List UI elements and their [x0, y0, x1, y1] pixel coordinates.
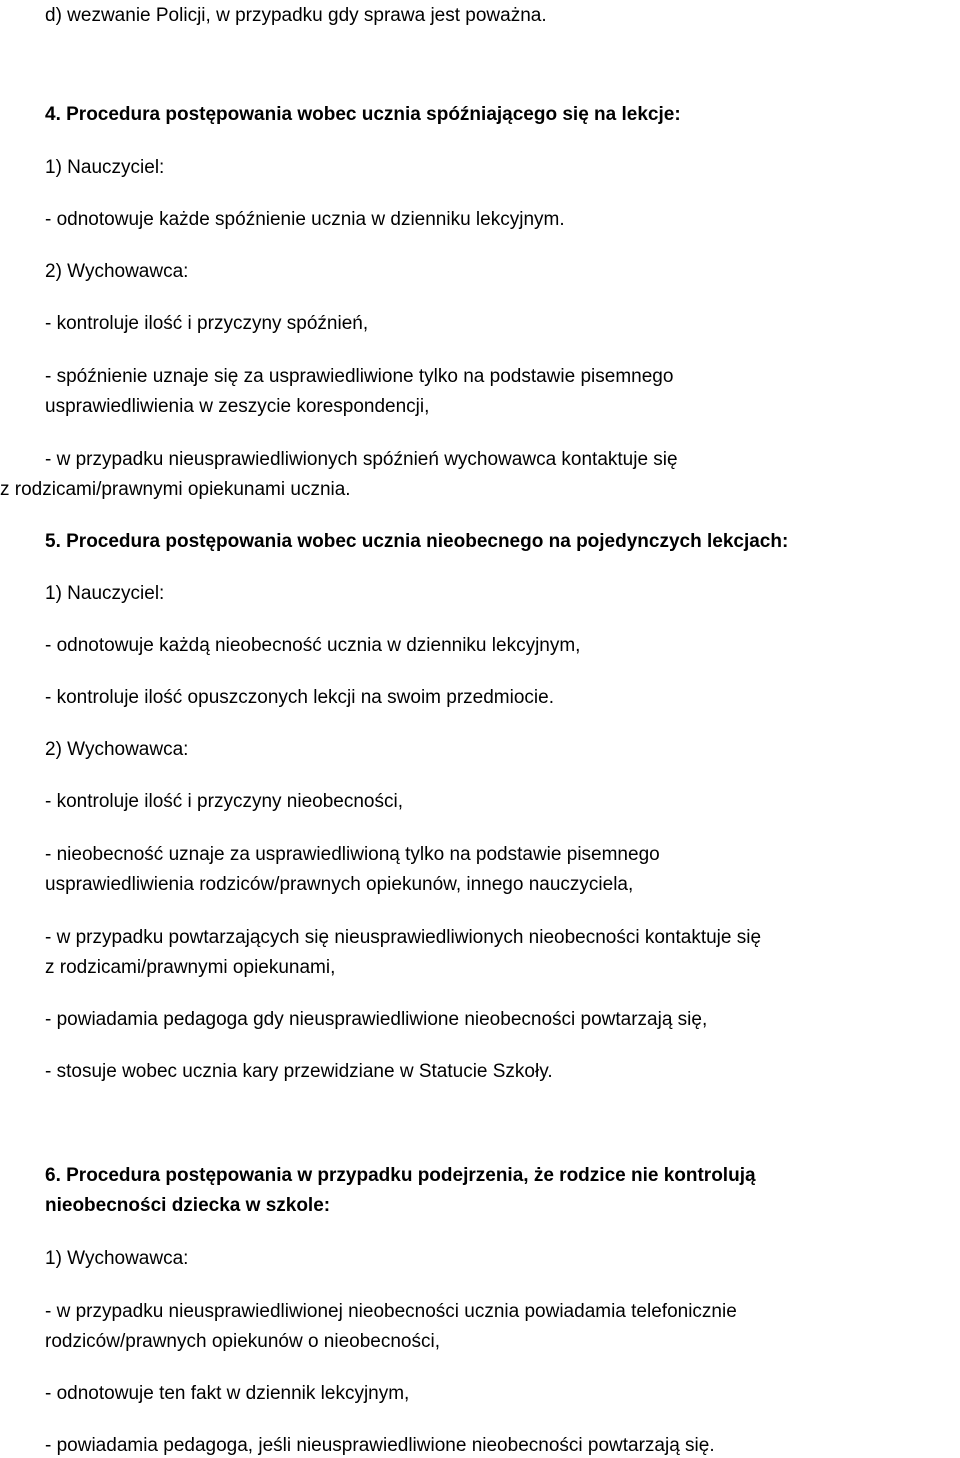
section-6-heading-line-2: nieobecności dziecka w szkole:: [45, 1195, 331, 1216]
section-6-tutor-item-3: - powiadamia pedagoga, jeśli nieusprawiedliwione nieobecności powtarzają się.: [45, 1435, 715, 1456]
section-4-tutor-item-3-line-2: z rodzicami/prawnymi opiekunami ucznia.: [0, 479, 351, 500]
section-4-tutor-item-3-line-1: - w przypadku nieusprawiedliwionych spóźnień wychowawca kontaktuje się: [45, 449, 678, 470]
section-4-tutor-item-2-line-2: usprawiedliwienia w zeszycie korespondencji,: [45, 396, 430, 417]
section-5-tutor-label: 2) Wychowawca:: [45, 739, 189, 760]
section-5-tutor-item-3-line-2: z rodzicami/prawnymi opiekunami,: [45, 957, 336, 978]
section-4-tutor-label: 2) Wychowawca:: [45, 261, 189, 282]
section-6-tutor-item-1-line-1: - w przypadku nieusprawiedliwionej nieobecności ucznia powiadamia telefonicznie: [45, 1301, 737, 1322]
section-5-tutor-item-1: - kontroluje ilość i przyczyny nieobecności,: [45, 791, 403, 812]
section-6-heading-line-1: 6. Procedura postępowania w przypadku podejrzenia, że rodzice nie kontrolują: [45, 1165, 756, 1186]
section-6-tutor-label: 1) Wychowawca:: [45, 1248, 189, 1269]
section-5-tutor-item-2-line-2: usprawiedliwienia rodziców/prawnych opiekunów, innego nauczyciela,: [45, 874, 634, 895]
section-6-tutor-item-1-line-2: rodziców/prawnych opiekunów o nieobecności,: [45, 1331, 441, 1352]
section-4-teacher-item: - odnotowuje każde spóźnienie ucznia w dzienniku lekcyjnym.: [45, 209, 565, 230]
section-5-teacher-label: 1) Nauczyciel:: [45, 583, 165, 604]
section-5-tutor-item-4: - powiadamia pedagoga gdy nieusprawiedliwione nieobecności powtarzają się,: [45, 1009, 708, 1030]
section-4-tutor-item-1: - kontroluje ilość i przyczyny spóźnień,: [45, 313, 369, 334]
section-5-teacher-item-2: - kontroluje ilość opuszczonych lekcji na swoim przedmiocie.: [45, 687, 554, 708]
section-6-tutor-item-2: - odnotowuje ten fakt w dziennik lekcyjnym,: [45, 1383, 410, 1404]
section-5-heading: 5. Procedura postępowania wobec ucznia nieobecnego na pojedynczych lekcjach:: [45, 531, 789, 552]
section-4-teacher-label: 1) Nauczyciel:: [45, 157, 165, 178]
section-5-tutor-item-5: - stosuje wobec ucznia kary przewidziane w Statucie Szkoły.: [45, 1061, 553, 1082]
list-item-police: d) wezwanie Policji, w przypadku gdy sprawa jest poważna.: [45, 5, 547, 26]
section-4-heading: 4. Procedura postępowania wobec ucznia spóźniającego się na lekcje:: [45, 104, 681, 125]
section-5-teacher-item-1: - odnotowuje każdą nieobecność ucznia w dzienniku lekcyjnym,: [45, 635, 581, 656]
section-4-tutor-item-2-line-1: - spóźnienie uznaje się za usprawiedliwione tylko na podstawie pisemnego: [45, 366, 674, 387]
section-5-tutor-item-2-line-1: - nieobecność uznaje za usprawiedliwioną tylko na podstawie pisemnego: [45, 844, 660, 865]
section-5-tutor-item-3-line-1: - w przypadku powtarzających się nieusprawiedliwionych nieobecności kontaktuje się: [45, 927, 762, 948]
